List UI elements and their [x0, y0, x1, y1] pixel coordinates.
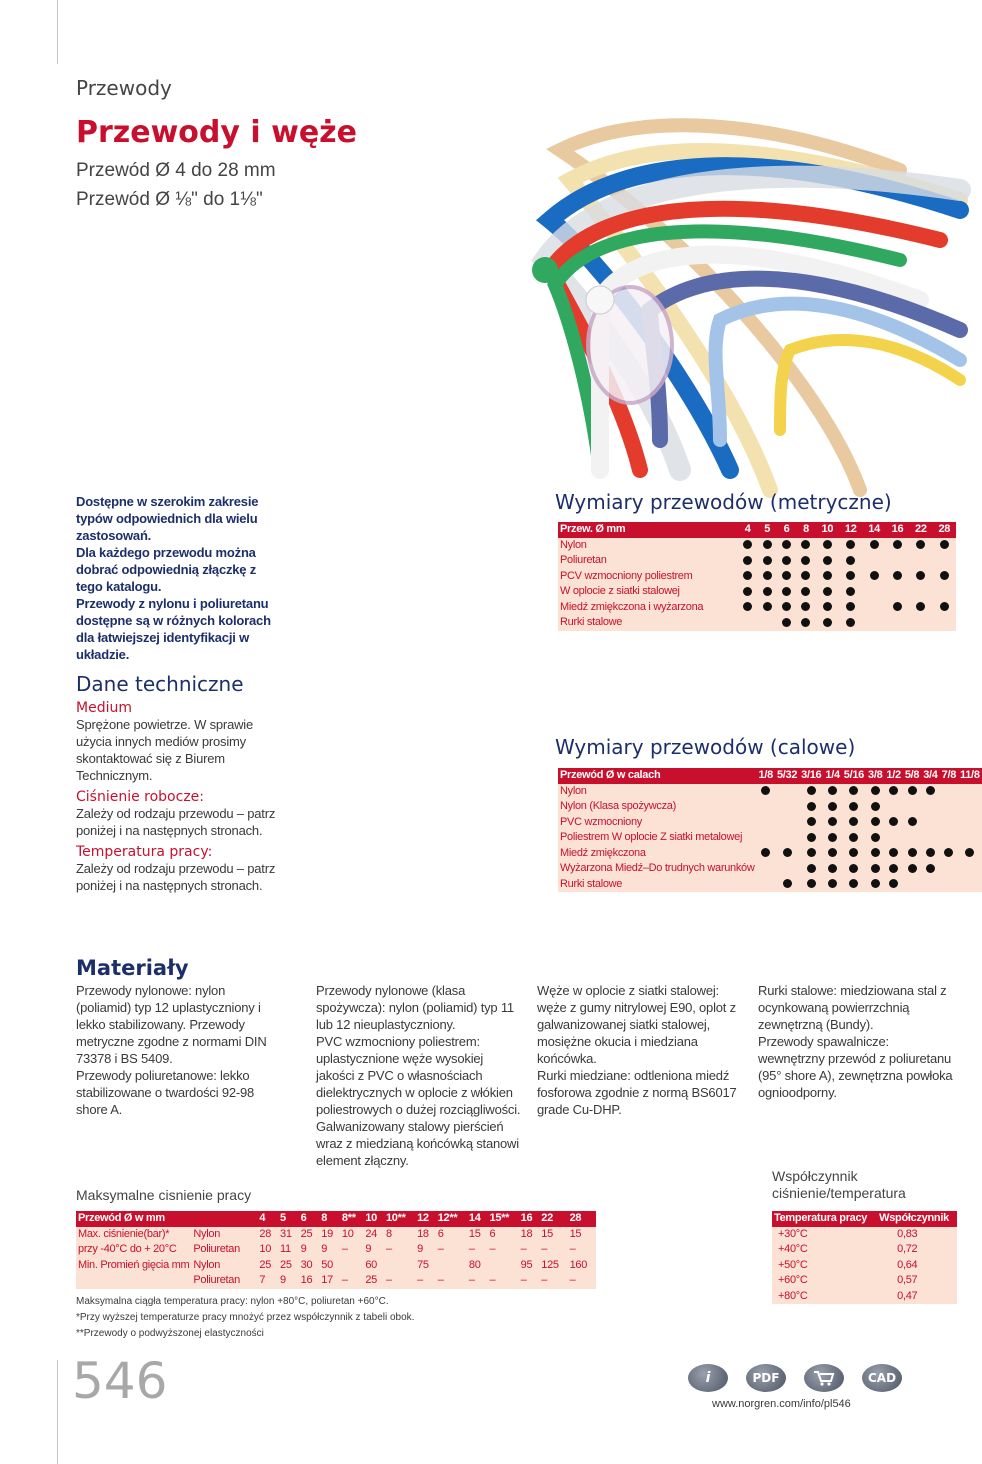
pressure-cell: 18 [415, 1227, 436, 1243]
pressure-cell: przy -40°C do + 20°C [76, 1242, 191, 1258]
pressure-cell: 15 [467, 1227, 488, 1243]
size-header: 11/8 [958, 768, 982, 784]
materials-col2-a: Przewody nylonowe (klasa spożywcza): nylon (poliamid) typ 11 lub 12 nieuplastyczniony. [316, 983, 514, 1032]
size-header: 1/4 [823, 768, 841, 784]
size-header: 5 [757, 522, 776, 538]
cart-icon[interactable] [804, 1364, 844, 1392]
table-head-label: Przew. Ø mm [558, 522, 738, 538]
availability-dot [846, 618, 855, 627]
availability-dot [801, 618, 810, 627]
availability-dot [743, 571, 752, 580]
availability-dot [823, 618, 832, 627]
availability-dot [889, 817, 898, 826]
coef-factor: 0,64 [877, 1258, 957, 1274]
pressure-head-cell: 5 [278, 1211, 299, 1227]
availability-dot [940, 540, 949, 549]
table-row [772, 1258, 957, 1274]
pressure-cell: 24 [363, 1227, 384, 1243]
table-row [558, 584, 956, 600]
size-header: 8 [796, 522, 815, 538]
pressure-text: Zależy od rodzaju przewodu – patrz poniżej i na następnych stronach. [76, 806, 276, 838]
size-header: 5/16 [842, 768, 866, 784]
coef-temp: +50°C [772, 1258, 877, 1274]
size-header: 5/32 [775, 768, 799, 784]
table-row [558, 877, 982, 893]
pressure-caption: Maksymalne cisnienie pracy [76, 1187, 252, 1203]
pressure-cell: 9 [415, 1242, 436, 1258]
pressure-cell: – [467, 1273, 488, 1289]
availability-dot [807, 817, 816, 826]
materials-col2-b: PVC wzmocniony poliestrem: uplastycznione węże wysokiej jakości z PVC o własnościach dielektrycznych w oplocie z włókien poliestrowych o dużej rozciągliwości. Galwanizowany stalowy pierścień wraz z miedzianą końcówką stanowi element złączny. [316, 1034, 521, 1168]
availability-dot [782, 587, 791, 596]
availability-dot [846, 587, 855, 596]
table-row [558, 830, 982, 846]
temp-label: Temperatura pracy: [76, 844, 213, 860]
pressure-cell: 9 [319, 1242, 340, 1258]
availability-dot [849, 864, 858, 873]
availability-dot [965, 848, 974, 857]
pressure-cell: – [539, 1273, 567, 1289]
row-label: Miedź zmiękczona i wyżarzona [558, 600, 738, 616]
pressure-note-1: Maksymalna ciągła temperatura pracy: nylon +80°C, poliuretan +60°C. [76, 1296, 389, 1307]
size-header: 3/8 [866, 768, 884, 784]
table-row [772, 1242, 957, 1258]
pressure-cell: Poliuretan [191, 1273, 257, 1289]
pressure-head-cell: 8 [319, 1211, 340, 1227]
table-row [558, 569, 956, 585]
pressure-cell: – [467, 1242, 488, 1258]
availability-dot [763, 587, 772, 596]
materials-col1-a: Przewody nylonowe: nylon (poliamid) typ 12 uplastyczniony i lekko stabilizowany. Przewody metryczne zgodne z normami DIN 73378 i BS 5409. [76, 983, 267, 1066]
pressure-head-cell: 10 [363, 1211, 384, 1227]
size-header: 12 [839, 522, 862, 538]
table-head-label: Przewód Ø w calach [558, 768, 757, 784]
pressure-label: Ciśnienie robocze: [76, 789, 205, 805]
pressure-cell: 6 [436, 1227, 467, 1243]
coef-temp: +40°C [772, 1242, 877, 1258]
medium-text: Sprężone powietrze. W sprawie użycia innych mediów prosimy skontaktować się z Biurem Technicznym. [76, 717, 253, 783]
availability-dot [782, 602, 791, 611]
availability-dot [807, 864, 816, 873]
table-row [772, 1289, 957, 1305]
pdf-icon[interactable]: PDF [746, 1364, 786, 1392]
tech-heading: Dane techniczne [76, 672, 244, 696]
pressure-cell: Min. Promień gięcia mm [76, 1258, 191, 1274]
info-icon[interactable]: i [688, 1364, 728, 1392]
size-header: 22 [909, 522, 932, 538]
availability-dot [926, 848, 935, 857]
availability-dot [782, 540, 791, 549]
hoses-image [300, 0, 960, 490]
pressure-head-cell: 4 [257, 1211, 278, 1227]
pressure-cell: – [384, 1273, 415, 1289]
materials-heading: Materiały [76, 956, 189, 980]
size-header: 10 [816, 522, 839, 538]
availability-dot [807, 833, 816, 842]
size-header: 4 [738, 522, 757, 538]
availability-dot [889, 864, 898, 873]
pressure-head-cell: 12 [415, 1211, 436, 1227]
cad-icon[interactable]: CAD [862, 1364, 902, 1392]
availability-dot [828, 802, 837, 811]
pressure-cell: – [384, 1242, 415, 1258]
pressure-head-cell: 6 [299, 1211, 320, 1227]
availability-dot [908, 786, 917, 795]
pressure-head-cell: 22 [539, 1211, 567, 1227]
row-label: Wyżarzona Miedź–Do trudnych warunków [558, 861, 757, 877]
availability-dot [849, 848, 858, 857]
coef-temp: +60°C [772, 1273, 877, 1289]
availability-dot [849, 802, 858, 811]
inch-table [558, 768, 982, 892]
size-header: 6 [777, 522, 796, 538]
pressure-cell: 7 [257, 1273, 278, 1289]
availability-dot [916, 602, 925, 611]
size-header: 28 [933, 522, 956, 538]
availability-dot [849, 833, 858, 842]
availability-dot [871, 879, 880, 888]
size-header: 5/8 [903, 768, 921, 784]
availability-dot [761, 848, 770, 857]
pressure-cell: 50 [319, 1258, 340, 1274]
availability-dot [908, 817, 917, 826]
row-label: W oplocie z siatki stalowej [558, 584, 738, 600]
coef-head-temp: Temperatura pracy [772, 1211, 877, 1227]
availability-dot [823, 556, 832, 565]
availability-dot [916, 540, 925, 549]
materials-col4-a: Rurki stalowe: miedziowana stal z ocynkowaną powierrzchnią zewnętrzną (Bundy). [758, 983, 947, 1032]
availability-dot [871, 786, 880, 795]
page-title: Przewody i węże [76, 115, 357, 150]
availability-dot [782, 556, 791, 565]
availability-dot [823, 587, 832, 596]
availability-dot [871, 817, 880, 826]
availability-dot [940, 602, 949, 611]
coef-factor: 0,83 [877, 1227, 957, 1243]
pressure-cell: 16 [299, 1273, 320, 1289]
pressure-cell: 9 [363, 1242, 384, 1258]
pressure-head-cell: 10** [384, 1211, 415, 1227]
row-label: Rurki stalowe [558, 615, 738, 631]
pressure-head-cell: 28 [568, 1211, 596, 1227]
availability-dot [801, 602, 810, 611]
intro-p3: Przewody z nylonu i poliuretanu dostępne są w różnych kolorach dla łatwiejszej identyfikacji w układzie. [76, 596, 271, 662]
table-row [558, 538, 956, 554]
availability-dot [801, 587, 810, 596]
pressure-cell: Max. ciśnienie(bar)* [76, 1227, 191, 1243]
pressure-cell: 6 [488, 1227, 519, 1243]
pressure-cell: 10 [340, 1227, 363, 1243]
availability-dot [893, 540, 902, 549]
availability-dot [763, 540, 772, 549]
coef-factor: 0,47 [877, 1289, 957, 1305]
pressure-cell: 19 [319, 1227, 340, 1243]
pressure-head-cell: 14 [467, 1211, 488, 1227]
size-header: 1/2 [884, 768, 902, 784]
coef-table [772, 1211, 957, 1304]
pressure-cell: 60 [363, 1258, 384, 1274]
table-row [558, 815, 982, 831]
availability-dot [763, 571, 772, 580]
pressure-head-cell: 8** [340, 1211, 363, 1227]
pressure-cell: 9 [299, 1242, 320, 1258]
materials-col3-a: Węże w oplocie z siatki stalowej: węże z gumy nitrylowej E90, oplot z galwanizowanej siatki stalowej, mosiężne okucia i miedziana końcówka. [537, 983, 736, 1066]
pressure-head-cell: 12** [436, 1211, 467, 1227]
table-row [558, 846, 982, 862]
intro-p1: Dostępne w szerokim zakresie typów odpowiednich dla wielu zastosowań. [76, 494, 259, 543]
availability-dot [823, 602, 832, 611]
pressure-cell: – [488, 1273, 519, 1289]
coef-caption: Współczynnik ciśnienie/temperatura [772, 1168, 906, 1201]
table-row [558, 600, 956, 616]
row-label: Poliestrem W oplocie Z siatki metalowej [558, 830, 757, 846]
availability-dot [944, 848, 953, 857]
availability-dot [783, 848, 792, 857]
pressure-table [76, 1211, 596, 1289]
availability-dot [743, 540, 752, 549]
coef-factor: 0,57 [877, 1273, 957, 1289]
pressure-cell: – [340, 1273, 363, 1289]
availability-dot [807, 848, 816, 857]
pressure-cell: 25 [363, 1273, 384, 1289]
pressure-cell: 8 [384, 1227, 415, 1243]
availability-dot [908, 864, 917, 873]
size-header: 14 [862, 522, 885, 538]
pressure-head-cell: 16 [519, 1211, 540, 1227]
table-row [76, 1242, 596, 1258]
availability-dot [849, 879, 858, 888]
medium-label: Medium [76, 700, 132, 716]
temp-text: Zależy od rodzaju przewodu – patrz poniżej i na następnych stronach. [76, 861, 276, 893]
materials-col3-b: Rurki miedziane: odtleniona miedź fosforowa zgodnie z normą BS6017 grade Cu-DHP. [537, 1068, 737, 1117]
table-row [76, 1273, 596, 1289]
availability-dot [926, 864, 935, 873]
intro-p2: Dla każdego przewodu można dobrać odpowiednią złączkę z tego katalogu. [76, 545, 257, 594]
size-header: 1/8 [757, 768, 775, 784]
pressure-cell: 10 [257, 1242, 278, 1258]
pressure-cell: 25 [278, 1258, 299, 1274]
availability-dot [807, 879, 816, 888]
availability-dot [846, 602, 855, 611]
availability-dot [763, 602, 772, 611]
pressure-head-cell: Przewód Ø w mm [76, 1211, 191, 1227]
pressure-head-cell [191, 1211, 257, 1227]
row-label: Nylon (Klasa spożywcza) [558, 799, 757, 815]
pressure-cell: 160 [568, 1258, 596, 1274]
availability-dot [743, 556, 752, 565]
materials-col4-b: Przewody spawalnicze: wewnętrzny przewód z poliuretanu (95° shore A), zewnętrzna powłoka ognioodporny. [758, 1034, 953, 1100]
pressure-cell: – [488, 1242, 519, 1258]
availability-dot [823, 540, 832, 549]
pressure-cell [76, 1273, 191, 1289]
metric-heading: Wymiary przewodów (metryczne) [555, 490, 892, 514]
availability-dot [916, 571, 925, 580]
pressure-cell: 28 [257, 1227, 278, 1243]
pressure-cell: – [415, 1273, 436, 1289]
page-number: 546 [72, 1352, 168, 1410]
availability-dot [763, 556, 772, 565]
availability-dot [889, 786, 898, 795]
pressure-cell: 25 [299, 1227, 320, 1243]
pressure-cell: 17 [319, 1273, 340, 1289]
availability-dot [807, 786, 816, 795]
size-header: 7/8 [940, 768, 958, 784]
availability-dot [828, 833, 837, 842]
pressure-cell: – [436, 1242, 467, 1258]
coef-temp: +80°C [772, 1289, 877, 1305]
pressure-head-cell: 15** [488, 1211, 519, 1227]
metric-table [558, 522, 956, 631]
availability-dot [940, 571, 949, 580]
pressure-cell: Nylon [191, 1258, 257, 1274]
row-label: Nylon [558, 538, 738, 554]
availability-dot [823, 571, 832, 580]
pressure-cell: Nylon [191, 1227, 257, 1243]
availability-dot [889, 879, 898, 888]
availability-dot [828, 879, 837, 888]
table-row [772, 1227, 957, 1243]
table-row [558, 799, 982, 815]
pressure-note-3: **Przewody o podwyższonej elastyczności [76, 1328, 264, 1339]
footer-url[interactable]: www.norgren.com/info/pl546 [712, 1398, 851, 1410]
section-label: Przewody [76, 76, 172, 100]
row-label: Nylon [558, 784, 757, 800]
coef-head-factor: Współczynnik [877, 1211, 957, 1227]
materials-col1-b: Przewody poliuretanowe: lekko stabilizowane o twardości 92-98 shore A. [76, 1068, 255, 1117]
pressure-cell: 18 [519, 1227, 540, 1243]
availability-dot [743, 587, 752, 596]
pressure-cell: – [340, 1242, 363, 1258]
availability-dot [871, 833, 880, 842]
pressure-cell: – [539, 1242, 567, 1258]
availability-dot [893, 602, 902, 611]
pressure-cell: Poliuretan [191, 1242, 257, 1258]
availability-dot [849, 817, 858, 826]
availability-dot [871, 848, 880, 857]
availability-dot [870, 540, 879, 549]
pressure-cell: 30 [299, 1258, 320, 1274]
row-label: Rurki stalowe [558, 877, 757, 893]
availability-dot [807, 802, 816, 811]
availability-dot [828, 864, 837, 873]
table-row [558, 861, 982, 877]
pressure-cell: 31 [278, 1227, 299, 1243]
pressure-cell: 9 [278, 1273, 299, 1289]
pressure-cell: – [568, 1273, 596, 1289]
pressure-cell: – [519, 1242, 540, 1258]
availability-dot [783, 879, 792, 888]
row-label: PCV wzmocniony poliestrem [558, 569, 738, 585]
availability-dot [893, 571, 902, 580]
pressure-cell [488, 1258, 519, 1274]
availability-dot [926, 786, 935, 795]
table-row [558, 784, 982, 800]
pressure-cell: – [436, 1273, 467, 1289]
availability-dot [761, 786, 770, 795]
coef-temp: +30°C [772, 1227, 877, 1243]
table-row [772, 1273, 957, 1289]
pressure-cell: 11 [278, 1242, 299, 1258]
pressure-cell [340, 1258, 363, 1274]
pressure-cell: 80 [467, 1258, 488, 1274]
pressure-cell: 15 [539, 1227, 567, 1243]
availability-dot [870, 571, 879, 580]
availability-dot [846, 540, 855, 549]
pressure-cell: 25 [257, 1258, 278, 1274]
availability-dot [828, 817, 837, 826]
pressure-cell [436, 1258, 467, 1274]
size-header: 3/4 [921, 768, 939, 784]
availability-dot [782, 571, 791, 580]
table-row [76, 1227, 596, 1243]
pressure-note-2: *Przy wyższej temperaturze pracy mnożyć przez współczynnik z tabeli obok. [76, 1312, 415, 1323]
table-row [558, 553, 956, 569]
pressure-cell: 125 [539, 1258, 567, 1274]
pressure-cell: 15 [568, 1227, 596, 1243]
size-header: 16 [886, 522, 909, 538]
availability-dot [782, 618, 791, 627]
coef-factor: 0,72 [877, 1242, 957, 1258]
availability-dot [743, 602, 752, 611]
availability-dot [849, 786, 858, 795]
inch-heading: Wymiary przewodów (calowe) [555, 735, 856, 759]
availability-dot [801, 556, 810, 565]
row-label: PVC wzmocniony [558, 815, 757, 831]
pressure-cell: 95 [519, 1258, 540, 1274]
row-label: Miedź zmiękczona [558, 846, 757, 862]
pressure-cell [384, 1258, 415, 1274]
availability-dot [828, 786, 837, 795]
table-row [558, 615, 956, 631]
availability-dot [908, 848, 917, 857]
availability-dot [889, 848, 898, 857]
availability-dot [801, 540, 810, 549]
pressure-cell: – [519, 1273, 540, 1289]
subtitle-mm: Przewód Ø 4 do 28 mm [76, 160, 276, 181]
availability-dot [801, 571, 810, 580]
subtitle-inch: Przewód Ø ⅛" do 1⅛" [76, 189, 263, 210]
size-header: 3/16 [799, 768, 823, 784]
availability-dot [871, 864, 880, 873]
availability-dot [828, 848, 837, 857]
availability-dot [871, 802, 880, 811]
availability-dot [846, 556, 855, 565]
availability-dot [846, 571, 855, 580]
table-row [76, 1258, 596, 1274]
row-label: Poliuretan [558, 553, 738, 569]
pressure-cell: 75 [415, 1258, 436, 1274]
pressure-cell: – [568, 1242, 596, 1258]
